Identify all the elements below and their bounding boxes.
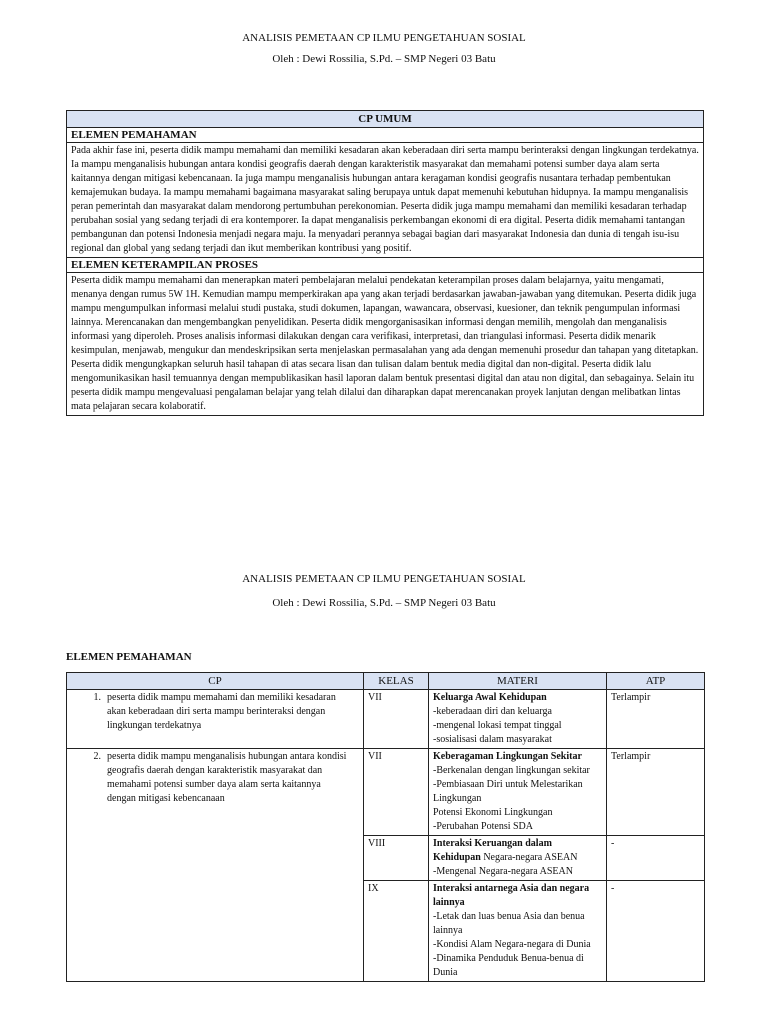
- materi-line: -Pembiasaan Diri untuk Melestarikan Lingkungan: [433, 779, 583, 804]
- materi-line: -Berkenalan dengan lingkungan sekitar: [433, 765, 590, 776]
- elemen-keterampilan-text: Peserta didik mampu memahami dan menerapkan materi pembelajaran melalui pendekatan keterampilan proses dalam belajarnya, yaitu mengamati, menanya dengan rumus 5W 1H. Kemudian mampu memperkirakan apa yang akan terjadi berdasarkan jawaban-jawaban yang ditemukan. Peserta didik juga mampu mengumpulkan informasi melalui studi pustaka, studi dokumen, lapangan, wawancara, observasi, kuesioner, dan teknik pengumpulan informasi lainnya. Merencanakan dan mengembangkan penyelidikan. Peserta didik mengorganisasikan informasi dengan memilih, mengolah dan menganalisis informasi yang diperoleh. Proses analisis informasi dilakukan dengan cara verifikasi, interpretasi, dan triangulasi informasi. Peserta didik menarik kesimpulan, menjawab, mengukur dan mendeskripsikan serta menjelaskan permasalahan yang ada dengan memenuhi prosedur dan tahapan yang ditetapkan. Peserta didik mengungkapkan seluruh hasil tahapan di atas secara lisan dan tulisan dalam bentuk media digital dan non-digital. Peserta didik lalu mengomunikasikan hasil temuannya dengan mempublikasikan hasil laporan dalam bentuk presentasi digital dan atau non digital, dan sebagainya. Selain itu peserta didik mampu mengevaluasi pengalaman belajar yang telah dilalui dan diharapkan dapat merencanakan proyek lanjutan dengan melibatkan lintas mata pelajaran secara kolaboratif.: [67, 273, 704, 416]
- materi-line: -Perubahan Potensi SDA: [433, 821, 533, 832]
- materi-cell: [429, 690, 607, 749]
- mapping-table: [66, 672, 705, 982]
- cp-cell: [67, 749, 364, 982]
- materi-line: -Letak dan luas benua Asia dan benua lainnya: [433, 911, 585, 936]
- cp-text: peserta didik mampu memahami dan memiliki kesadaran akan keberadaan diri serta mampu berinteraksi dengan lingkungan terdekatnya: [107, 692, 336, 731]
- materi-title: Keberagaman Lingkungan Sekitar: [433, 751, 582, 762]
- atp-cell: Terlampir: [607, 690, 705, 749]
- elemen-keterampilan-heading: ELEMEN KETERAMPILAN PROSES: [67, 258, 704, 273]
- page-title-2: ANALISIS PEMETAAN CP ILMU PENGETAHUAN SOSIAL: [242, 573, 526, 585]
- cp-number: 1.: [93, 692, 101, 703]
- materi-title: Interaksi antarnega Asia dan negara lainnya: [433, 883, 590, 908]
- column-header-kelas: KELAS: [364, 673, 429, 690]
- materi-title-rest: Negara-negara ASEAN: [480, 852, 578, 863]
- section-label: ELEMEN PEMAHAMAN: [66, 651, 192, 663]
- materi-line: Potensi Ekonomi Lingkungan: [433, 807, 553, 818]
- materi-line: -sosialisasi dalam masyarakat: [433, 734, 552, 745]
- elemen-pemahaman-heading: ELEMEN PEMAHAMAN: [67, 128, 704, 143]
- column-header-materi: MATERI: [429, 673, 607, 690]
- materi-line: -Mengenal Negara-negara ASEAN: [433, 866, 573, 877]
- table-header-cp-umum: CP UMUM: [67, 111, 704, 128]
- author-line-2: Oleh : Dewi Rossilia, S.Pd. – SMP Negeri 03 Batu: [272, 597, 496, 609]
- materi-line: -keberadaan diri dan keluarga: [433, 706, 552, 717]
- materi-cell: [429, 749, 607, 836]
- materi-line: -mengenal lokasi tempat tinggal: [433, 720, 562, 731]
- atp-cell: -: [607, 836, 705, 881]
- cp-umum-table: [66, 110, 704, 416]
- author-line: Oleh : Dewi Rossilia, S.Pd. – SMP Negeri 03 Batu: [272, 53, 496, 65]
- materi-cell: [429, 881, 607, 982]
- elemen-pemahaman-text: Pada akhir fase ini, peserta didik mampu memahami dan memiliki kesadaran akan keberadaan diri serta mampu berinteraksi dengan lingkungan terdekatnya. Ia mampu menganalisis hubungan antara kondisi geografis daerah dengan karakteristik masyarakat dan memahami potensi sumber daya alam serta kaitannya dengan mitigasi kebencanaan. Ia juga mampu menganalisis hubungan antara keragaman kondisi geografis nusantara terhadap pembentukan kemajemukan budaya. Ia mampu memahami bagaimana masyarakat saling berupaya untuk dapat memenuhi kebutuhan hidupnya. Ia mampu menganalisis peran pemerintah dan masyarakat dalam mendorong pertumbuhan perekonomian. Peserta didik juga mampu memahami dan memiliki kesadaran terhadap perubahan sosial yang sedang terjadi di era kontemporer. Ia dapat menganalisis perkembangan ekonomi di era digital. Peserta didik memahami tantangan pembangunan dan potensi Indonesia menjadi negara maju. Ia menyadari perannya sebagai bagian dari masyarakat Indonesia dan dunia di tengah isu-isu regional dan global yang sedang terjadi dan ikut memberikan kontribusi yang positif.: [67, 143, 704, 258]
- cp-number: 2.: [93, 751, 101, 762]
- atp-cell: Terlampir: [607, 749, 705, 836]
- materi-line: -Kondisi Alam Negara-negara di Dunia: [433, 939, 591, 950]
- materi-title: Keluarga Awal Kehidupan: [433, 692, 547, 703]
- kelas-cell: IX: [364, 881, 429, 982]
- column-header-cp: CP: [67, 673, 364, 690]
- kelas-cell: VII: [364, 749, 429, 836]
- table-row: [67, 749, 705, 836]
- materi-title: Interaksi Keruangan dalam Kehidupan: [433, 838, 552, 863]
- page-title: ANALISIS PEMETAAN CP ILMU PENGETAHUAN SOSIAL: [242, 32, 526, 44]
- column-header-atp: ATP: [607, 673, 705, 690]
- atp-cell: -: [607, 881, 705, 982]
- kelas-cell: VIII: [364, 836, 429, 881]
- materi-cell: [429, 836, 607, 881]
- materi-line: -Dinamika Penduduk Benua-benua di Dunia: [433, 953, 584, 978]
- cp-cell: [67, 690, 364, 749]
- table-row: [67, 690, 705, 749]
- kelas-cell: VII: [364, 690, 429, 749]
- cp-text: peserta didik mampu menganalisis hubungan antara kondisi geografis daerah dengan karakteristik masyarakat dan memahami potensi sumber daya alam serta kaitannya dengan mitigasi kebencanaan: [107, 751, 347, 804]
